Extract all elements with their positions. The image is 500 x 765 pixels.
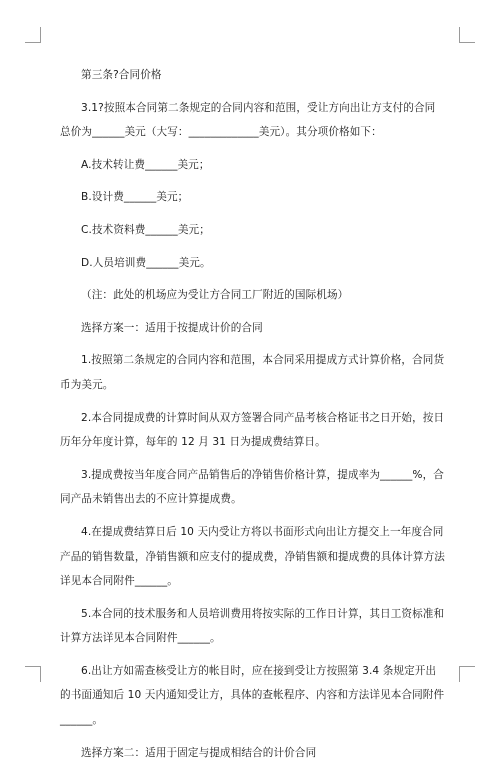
crop-mark-bottom-left-horizontal <box>25 666 41 667</box>
item-d: D.人员培训费______美元。 <box>81 256 211 269</box>
clause-3-1: 3.1?按照本合同第二条规定的合同内容和范围，受让方向出让方支付的合同总价为______美元（大写：_____________美元）。其分项价格如下： <box>60 101 436 139</box>
crop-mark-bottom-right-horizontal <box>459 666 475 667</box>
crop-mark-top-left-horizontal <box>25 42 41 43</box>
option-one-clause-3: 3.提成费按当年度合同产品销售后的净销售价格计算，提成率为______%，合同产品未销售出去的不应计算提成费。 <box>60 468 444 506</box>
option-one-clause-4: 4.在提成费结算日后 10 天内受让方将以书面形式向出让方提交上一年度合同产品的销售数量，净销售额和应支付的提成费，净销售额和提成费的具体计算方法详见本合同附件______。 <box>60 525 445 588</box>
item-c: C.技术资料费______美元； <box>81 223 210 236</box>
option-two-heading: 选择方案二：适用于固定与提成相结合的计价合同 <box>81 746 317 759</box>
option-one-clause-1: 1.按照第二条规定的合同内容和范围，本合同采用提成方式计算价格，合同货币为美元。 <box>60 354 445 391</box>
option-one-clause-2: 2.本合同提成费的计算时间从双方签署合同产品考核合格证书之日开始，按日历年分年度计算，每年的 12 月 31 日为提成费结算日。 <box>60 411 445 449</box>
crop-mark-bottom-left-vertical <box>40 666 41 682</box>
crop-mark-top-left-vertical <box>40 27 41 43</box>
crop-mark-top-right-vertical <box>459 27 460 43</box>
note: （注：此处的机场应为受让方合同工厂附近的国际机场） <box>81 289 349 302</box>
item-b: B.设计费______美元； <box>81 191 189 204</box>
document-body <box>60 63 445 765</box>
option-one-clause-5: 5.本合同的技术服务和人员培训费用将按实际的工作日计算，其日工资标准和计算方法详见本合同附件______。 <box>60 607 445 645</box>
crop-mark-top-right-horizontal <box>459 42 475 43</box>
crop-mark-bottom-right-vertical <box>459 666 460 682</box>
option-one-clause-6: 6.出让方如需查核受让方的帐目时，应在接到受让方按照第 3.4 条规定开出的书面通知后 10 天内通知受让方，具体的查帐程序、内容和方法详见本合同附件______。 <box>60 664 445 727</box>
article-heading: 第三条?合同价格 <box>81 69 162 81</box>
option-one-heading: 选择方案一：适用于按提成计价的合同 <box>81 321 263 334</box>
item-a: A.技术转让费______美元； <box>81 158 210 171</box>
